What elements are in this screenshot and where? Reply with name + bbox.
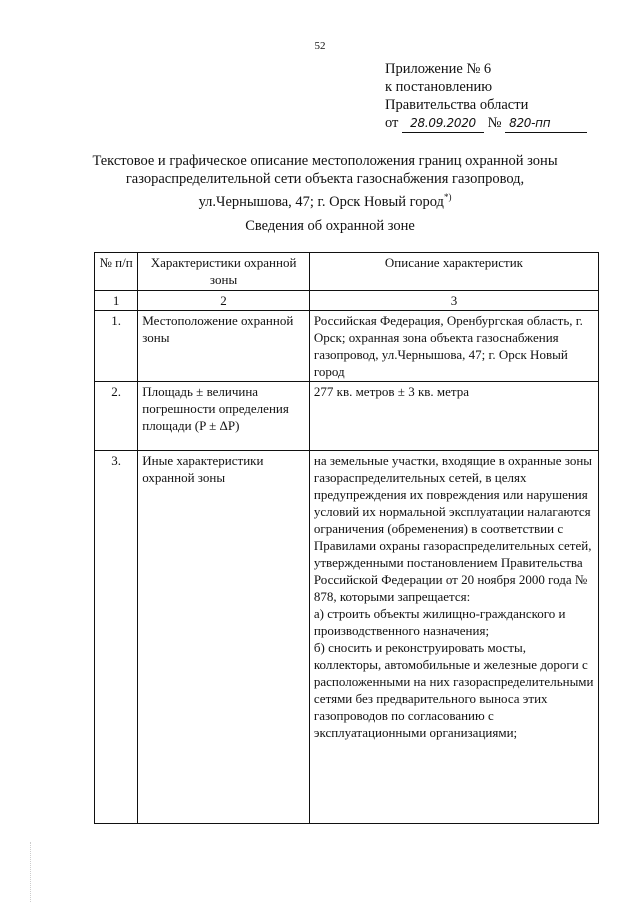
page-number: 52 bbox=[314, 40, 326, 52]
row-characteristic: Площадь ± величина погрешности определения площади (P ± ΔP) bbox=[138, 382, 310, 451]
appendix-line-1: Приложение № 6 bbox=[385, 61, 492, 77]
row-number: 2. bbox=[95, 382, 138, 451]
header-characteristic: Характеристики охранной зоны bbox=[138, 253, 310, 291]
header-description: Описание характеристик bbox=[309, 253, 598, 291]
table-row bbox=[95, 311, 599, 382]
handwritten-date: 28.09.2020 bbox=[402, 114, 484, 133]
title-text: Текстовое и графическое описание местоположения границ охранной зоны газораспределительной сети объекта газоснабжения газопровод, ул.Чернышова, 47; г. Орск Новый город bbox=[92, 153, 558, 210]
handwritten-number: 820-пп bbox=[505, 114, 587, 133]
row-number: 1. bbox=[95, 311, 138, 382]
column-number-1: 1 bbox=[95, 291, 138, 311]
from-label: от bbox=[385, 115, 399, 131]
appendix-block bbox=[385, 60, 587, 133]
row-number: 3. bbox=[95, 451, 138, 824]
appendix-date-line bbox=[385, 114, 587, 133]
appendix-line-3: Правительства области bbox=[385, 97, 529, 113]
table-row bbox=[95, 451, 599, 824]
column-number-3: 3 bbox=[309, 291, 598, 311]
row-characteristic: Иные характеристики охранной зоны bbox=[138, 451, 310, 824]
row-description: Российская Федерация, Оренбургская область, г. Орск; охранная зона объекта газоснабжения газопровод, ул.Чернышова, 47; г. Орск Новый город bbox=[309, 311, 598, 382]
title-footnote-mark: *) bbox=[443, 192, 452, 202]
table-header-row bbox=[95, 253, 599, 291]
row-description: на земельные участки, входящие в охранные зоны газораспределительных сетей, в целях предупреждения их повреждения или нарушения условий их нормальной эксплуатации налагаются ограничения (обременения) в соответствии с Правилами охраны газораспределительных сетей, утвержденными постановлением Правительства Российской Федерации от 20 ноября 2000 года № 878, которыми запрещается: а) строить объекты жилищно-гражданского и производственного назначения; б) сносить и реконструировать мосты, коллекторы, автомобильные и железные дороги с расположенными на них газораспределительными сетями без предварительного выноса этих газопроводов по согласованию с эксплуатационными организациями; bbox=[309, 451, 598, 824]
appendix-line-2: к постановлению bbox=[385, 79, 493, 95]
column-number-2: 2 bbox=[138, 291, 310, 311]
row-characteristic: Местоположение охранной зоны bbox=[138, 311, 310, 382]
zone-info-table bbox=[94, 252, 599, 824]
scan-margin-mark bbox=[30, 842, 33, 902]
header-number: № п/п bbox=[95, 253, 138, 291]
row-description: 277 кв. метров ± 3 кв. метра bbox=[309, 382, 598, 451]
table-row bbox=[95, 382, 599, 451]
document-title bbox=[90, 152, 560, 211]
section-heading: Сведения об охранной зоне bbox=[245, 218, 415, 234]
number-label: № bbox=[487, 115, 502, 131]
column-number-row bbox=[95, 291, 599, 311]
